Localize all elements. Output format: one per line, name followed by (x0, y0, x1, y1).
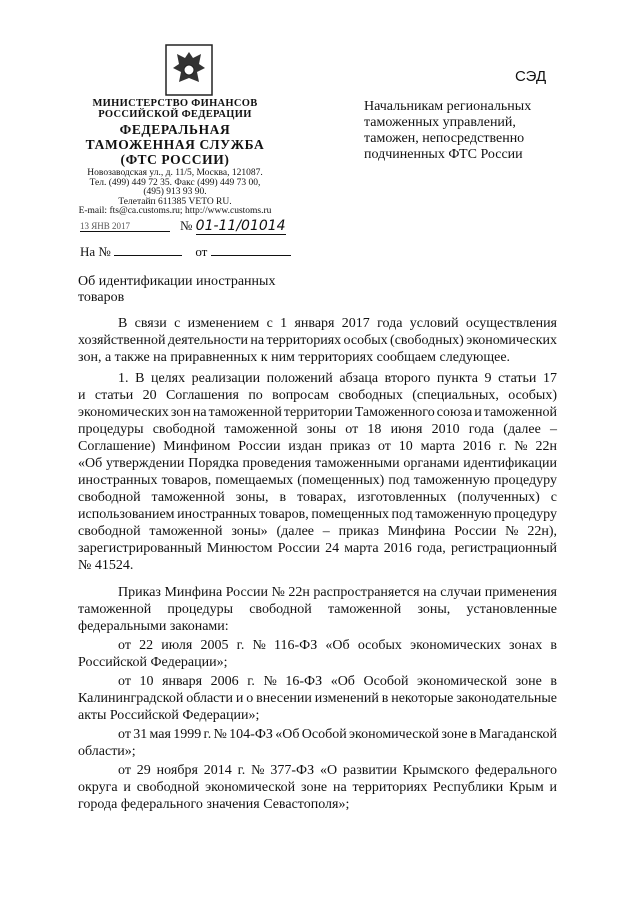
paragraph-line: Калининградской области и о внесении изменений в некоторые законодательные (78, 691, 557, 706)
paragraph-line: В связи с изменением с 1 января 2017 года условий осуществления (118, 316, 557, 331)
number-value: 01-11/01014 (195, 218, 286, 234)
paragraph-line: от 29 ноября 2014 г. № 377-ФЗ «О развитии Крымского федерального (118, 763, 557, 778)
paragraph-line: Соглашение) Минфином России издан приказ от 10 марта 2016 г. № 22н (78, 439, 557, 454)
date-field (80, 221, 170, 232)
recipient-line: таможенных управлений, (364, 115, 516, 130)
paragraph-line: зарегистрированный Минюстом России 24 марта 2016 года, регистрационный (78, 541, 557, 556)
paragraph-line: федеральными законами: (78, 619, 229, 634)
service-name (60, 122, 290, 167)
from-label: от (195, 244, 208, 259)
paragraph-line: «Об утверждении Порядка проведения таможенными органами идентификации (78, 456, 557, 471)
paragraph-line: Российской Федерации»; (78, 655, 228, 670)
service-line: (ФТС РОССИИ) (120, 152, 230, 167)
recipient-line: таможен, непосредственно (364, 131, 525, 146)
paragraph-line: хозяйственной деятельности на территориях особых (свободных) экономических (78, 333, 557, 348)
paragraph-line: 1. В целях реализации положений абзаца второго пункта 9 статьи 17 (118, 371, 557, 386)
paragraph-line: № 41524. (78, 558, 134, 573)
address-line: (495) 913 93 90. (143, 187, 207, 197)
number-label: № (180, 218, 193, 233)
address-line: E-mail: fts@ca.customs.ru; http://www.customs.ru (78, 206, 272, 216)
ministry-name (60, 98, 290, 120)
recipients (364, 99, 531, 163)
paragraph-line: от 31 мая 1999 г. № 104-ФЗ «Об Особой экономической зоне в Магаданской (118, 727, 557, 742)
ref-label: На № (80, 244, 111, 259)
paragraph-line: от 10 января 2006 г. № 16-ФЗ «Об Особой экономической зоне в (118, 674, 557, 689)
state-emblem-icon (165, 44, 213, 96)
paragraph-line: Приказ Минфина России № 22н распространяется на случаи применения (118, 585, 557, 600)
address-line: Новозаводская ул., д. 11/5, Москва, 121087. (87, 168, 263, 178)
paragraph-line: от 22 июля 2005 г. № 116-ФЗ «Об особых экономических зонах в (118, 638, 557, 653)
ref-field (80, 244, 291, 260)
paragraph-line: области»; (78, 744, 136, 759)
service-line: ТАМОЖЕННАЯ СЛУЖБА (85, 137, 265, 152)
paragraph-line: свободной таможенной зоны» (далее – приказ Минфина России № 22н), (78, 524, 557, 539)
address-line: Телетайп 611385 VETO RU. (118, 196, 232, 207)
recipient-line: Начальникам региональных (364, 99, 532, 114)
stamp-sed: СЭД (515, 68, 547, 85)
paragraph-line: акты Российской Федерации»; (78, 708, 260, 723)
paragraph-line: иностранных товаров, помещаемых (помещенных) под таможенную процедуру (78, 473, 557, 488)
paragraph-line: зон, а также на приравненных к ним территориях сообщаем следующее. (78, 350, 511, 365)
paragraph-line: использованием иностранных товаров, помещенных под таможенную процедуру (78, 507, 557, 522)
address-line: Тел. (499) 449 72 35. Факс (499) 449 73 00, (89, 177, 261, 188)
address-block (60, 169, 290, 217)
paragraph-line: свободной таможенной зоны, в товарах, изготовленных (полученных) с (78, 490, 557, 505)
subject-line: Об идентификации иностранных (78, 274, 276, 289)
subject (78, 274, 275, 306)
paragraph-line: экономических зон на таможенной территории Таможенного союза и таможенной (78, 405, 557, 420)
subject-line: товаров (78, 290, 125, 305)
recipient-line: подчиненных ФТС России (364, 147, 523, 162)
number-field (180, 218, 286, 235)
paragraph-line: города федерального значения Севастополя»; (78, 797, 350, 812)
ministry-line: МИНИСТЕРСТВО ФИНАНСОВ (92, 98, 258, 109)
service-line: ФЕДЕРАЛЬНАЯ (119, 122, 231, 137)
ministry-line: РОССИЙСКОЙ ФЕДЕРАЦИИ (98, 109, 252, 120)
paragraph-line: таможенной процедуры свободной таможенной зоны, установленные (78, 602, 557, 617)
paragraph-line: округа и свободной экономической зоне на территориях Республики Крым и (78, 780, 557, 795)
paragraph-line: процедуры свободной таможенной зоны от 18 июня 2010 года (далее – (78, 422, 557, 437)
date-value: 13 ЯНВ 2017 (80, 221, 170, 232)
paragraph-line: и статьи 20 Соглашения по вопросам свободных (специальных, особых) (78, 388, 557, 403)
